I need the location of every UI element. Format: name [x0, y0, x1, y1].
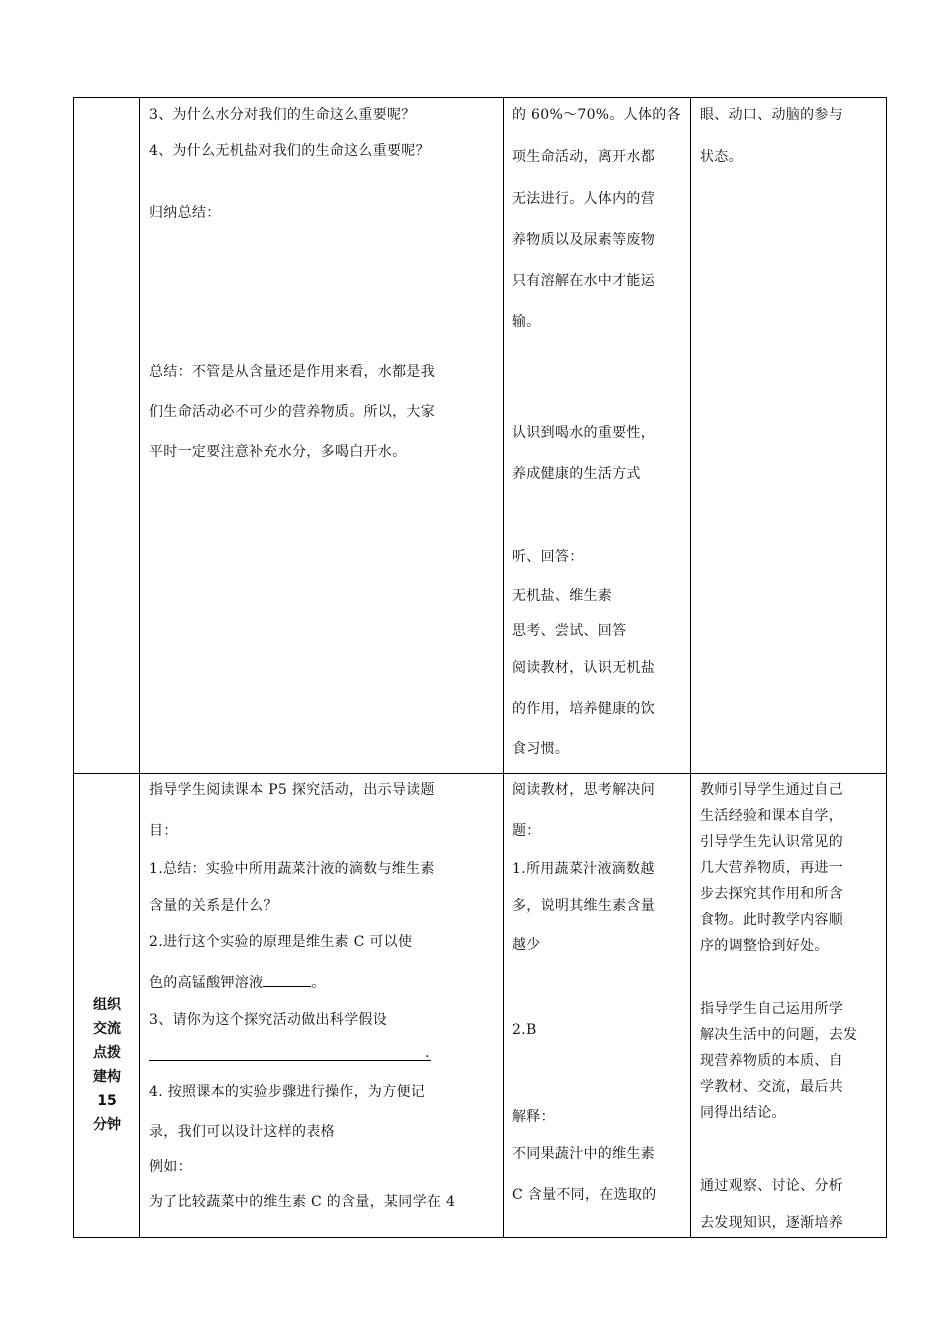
- student-activity-line: 项生命活动，离开水都: [512, 149, 655, 165]
- teacher-activity-line: 1.总结：实验中所用蔬菜汁液的滴数与维生素: [149, 861, 435, 877]
- row-divider: [74, 773, 886, 774]
- student-activity-line: 的作用，培养健康的饮: [512, 701, 655, 717]
- answer-blank[interactable]: [263, 974, 311, 987]
- teacher-activity-line: 指导学生阅读课本 P5 探究活动，出示导读题: [149, 782, 435, 798]
- teacher-activity-line: 例如：: [149, 1159, 192, 1175]
- column-divider: [503, 98, 504, 1237]
- stage-label-line: 点拨: [93, 1045, 121, 1061]
- student-activity-line: 思考、尝试、回答: [512, 623, 627, 639]
- student-activity-line: 题：: [512, 823, 541, 839]
- teacher-activity-line: 3、请你为这个探究活动做出科学假设: [149, 1012, 388, 1028]
- design-intent-line: 序的调整恰到好处。: [700, 938, 829, 954]
- question-4: 4、为什么无机盐对我们的生命这么重要呢？: [149, 143, 430, 159]
- conclusion-line: 总结：不管是从含量还是作用来看，水都是我: [149, 364, 435, 380]
- lesson-plan-table: [73, 97, 887, 1238]
- design-intent-line: 指导学生自己运用所学: [700, 1001, 843, 1017]
- student-activity-line: 1.所用蔬菜汁液滴数越: [512, 861, 655, 877]
- design-intent-line: 解决生活中的问题，去发: [700, 1027, 858, 1043]
- student-activity-line: 只有溶解在水中才能运: [512, 273, 655, 289]
- fill-in-text: 色的高锰酸钾溶液: [149, 975, 264, 991]
- student-activity-line: 2.B: [512, 1022, 537, 1038]
- student-activity-line: 阅读教材，认识无机盐: [512, 660, 655, 676]
- student-activity-line: 越少: [512, 937, 541, 953]
- student-activity-line: 养成健康的生活方式: [512, 466, 641, 482]
- student-activity-line: 不同果蔬汁中的维生素: [512, 1146, 655, 1162]
- design-intent-line: 生活经验和课本自学，: [700, 808, 843, 824]
- teacher-activity-line: 含量的关系是什么？: [149, 898, 278, 914]
- design-intent-line: 食物。此时教学内容顺: [700, 912, 843, 928]
- student-activity-line: 无法进行。人体内的营: [512, 191, 655, 207]
- design-intent-line: 几大营养物质，再进一: [700, 860, 843, 876]
- design-intent-line: 教师引导学生通过自己: [700, 782, 843, 798]
- student-activity-line: 输。: [512, 314, 541, 330]
- design-intent-line: 去发现知识，逐渐培养: [700, 1215, 843, 1231]
- student-activity-line: 解释：: [512, 1109, 555, 1125]
- design-intent-line: 引导学生先认识常见的: [700, 834, 843, 850]
- hypothesis-end: .: [425, 1045, 430, 1061]
- student-activity-line: 食习惯。: [512, 741, 570, 757]
- teacher-activity-line: 为了比较蔬菜中的维生素 C 的含量，某同学在 4: [149, 1194, 456, 1210]
- student-activity-line: 认识到喝水的重要性，: [512, 425, 655, 441]
- design-intent-line: 状态。: [700, 149, 743, 165]
- design-intent-line: 眼、动口、动脑的参与: [700, 107, 843, 123]
- stage-label-line: 交流: [93, 1021, 121, 1037]
- teacher-activity-line: 4. 按照课本的实验步骤进行操作，为方便记: [149, 1084, 426, 1100]
- design-intent-line: 通过观察、讨论、分析: [700, 1178, 843, 1194]
- design-intent-line: 学教材、交流，最后共: [700, 1079, 843, 1095]
- stage-label-line: 分钟: [93, 1117, 121, 1133]
- teacher-activity-line: 2.进行这个实验的原理是维生素 C 可以使: [149, 934, 413, 950]
- student-activity-line: C 含量不同，在选取的: [512, 1187, 657, 1203]
- stage-label-line: 建构: [93, 1069, 121, 1085]
- student-activity-line: 多，说明其维生素含量: [512, 898, 655, 914]
- conclusion-line: 们生命活动必不可少的营养物质。所以，大家: [149, 404, 435, 420]
- stage-label-line: 15: [97, 1093, 117, 1109]
- stage-label: [74, 993, 140, 1137]
- student-activity-line: 养物质以及尿素等废物: [512, 232, 655, 248]
- student-activity-line: 阅读教材，思考解决问: [512, 782, 655, 798]
- stage-label-line: 组织: [93, 997, 121, 1013]
- design-intent-line: 现营养物质的本质、自: [700, 1053, 843, 1069]
- summary-label: 归纳总结：: [149, 205, 221, 221]
- column-divider: [690, 98, 691, 1237]
- conclusion-line: 平时一定要注意补充水分，多喝白开水。: [149, 444, 407, 460]
- teacher-activity-line: 录，我们可以设计这样的表格: [149, 1124, 335, 1140]
- hypothesis-answer-line[interactable]: [149, 1060, 431, 1061]
- question-3: 3、为什么水分对我们的生命这么重要呢？: [149, 107, 416, 123]
- fill-in-line: [149, 972, 326, 992]
- student-activity-line: 无机盐、维生素: [512, 588, 613, 604]
- student-activity-line: 的 60%～70%。人体的各: [512, 107, 681, 123]
- design-intent-line: 步去探究其作用和所含: [700, 886, 843, 902]
- student-activity-line: 听、回答：: [512, 549, 584, 565]
- teacher-activity-line: 目：: [149, 823, 178, 839]
- fill-in-end: 。: [311, 975, 326, 991]
- design-intent-line: 同得出结论。: [700, 1105, 786, 1121]
